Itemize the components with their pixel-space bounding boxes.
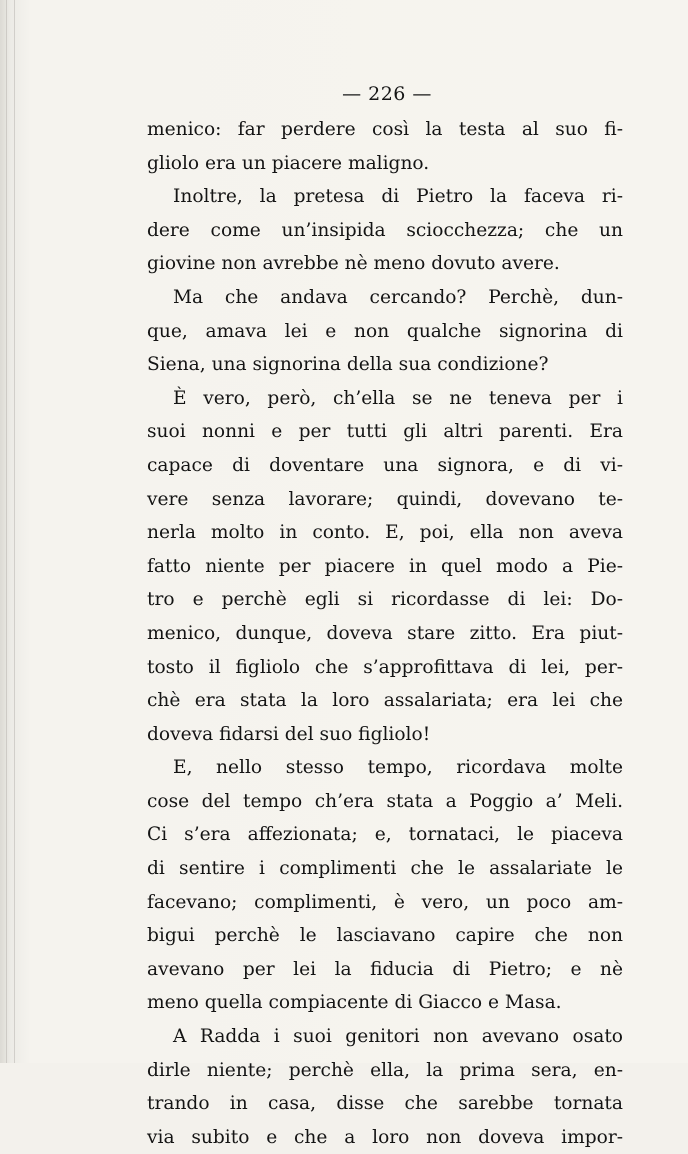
text-line: gliolo era un piacere maligno. [147,152,430,174]
text-line: avevano per lei la fiducia di Pietro; e nè [147,958,623,980]
text-line: bigui perchè le lasciavano capire che non [147,925,623,947]
text-line: E, nello stesso tempo, ricordava molte [173,757,623,779]
text-line: dirle niente; perchè ella, la prima sera, en- [147,1059,623,1081]
page-number-header [0,83,688,105]
text-line: dere come un’insipida sciocchezza; che un [147,219,623,241]
text-line: doveva fidarsi del suo figliolo! [147,723,431,745]
text-line: tosto il figliolo che s’approfittava di lei, per- [147,656,623,678]
text-line: Siena, una signorina della sua condizione? [147,354,549,376]
text-line: via subito e che a loro non doveva impor- [147,1126,623,1148]
text-line: fatto niente per piacere in quel modo a Pie- [147,555,623,577]
text-line: È vero, però, ch’ella se ne teneva per i [173,387,623,409]
text-line: giovine non avrebbe nè meno dovuto avere. [147,253,560,275]
text-line: cose del tempo ch’era stata a Poggio a’ Meli. [147,790,623,812]
text-line: nerla molto in conto. E, poi, ella non aveva [147,522,623,544]
text-line: menico: far perdere così la testa al suo fi- [147,119,623,140]
body-text [147,113,623,1154]
text-line: Ma che andava cercando? Perchè, dun- [173,286,623,308]
page-number: — 226 — [342,83,432,105]
text-line: capace di doventare una signora, e di vi- [147,454,623,476]
text-line: trando in casa, disse che sarebbe tornata [147,1093,623,1115]
page-gutter-shadow [6,0,7,1063]
text-line: Inoltre, la pretesa di Pietro la faceva ri- [173,186,623,208]
text-line: A Radda i suoi genitori non avevano osato [173,1026,623,1048]
text-line: facevano; complimenti, è vero, un poco am- [147,891,623,913]
text-line: suoi nonni e per tutti gli altri parenti. Era [147,421,623,443]
text-line: Ci s’era affezionata; e, tornataci, le piaceva [147,824,623,846]
text-line: vere senza lavorare; quindi, dovevano te- [147,488,623,510]
text-line: di sentire i complimenti che le assalariate le [147,858,623,880]
text-line: menico, dunque, doveva stare zitto. Era piut- [147,622,623,644]
text-line: meno quella compiacente di Giacco e Masa. [147,992,562,1014]
text-line: tro e perchè egli si ricordasse di lei: Do- [147,589,623,611]
page-gutter-shadow [14,0,15,1063]
text-line: que, amava lei e non qualche signorina di [147,320,623,342]
text-line: chè era stata la loro assalariata; era lei che [147,690,623,712]
